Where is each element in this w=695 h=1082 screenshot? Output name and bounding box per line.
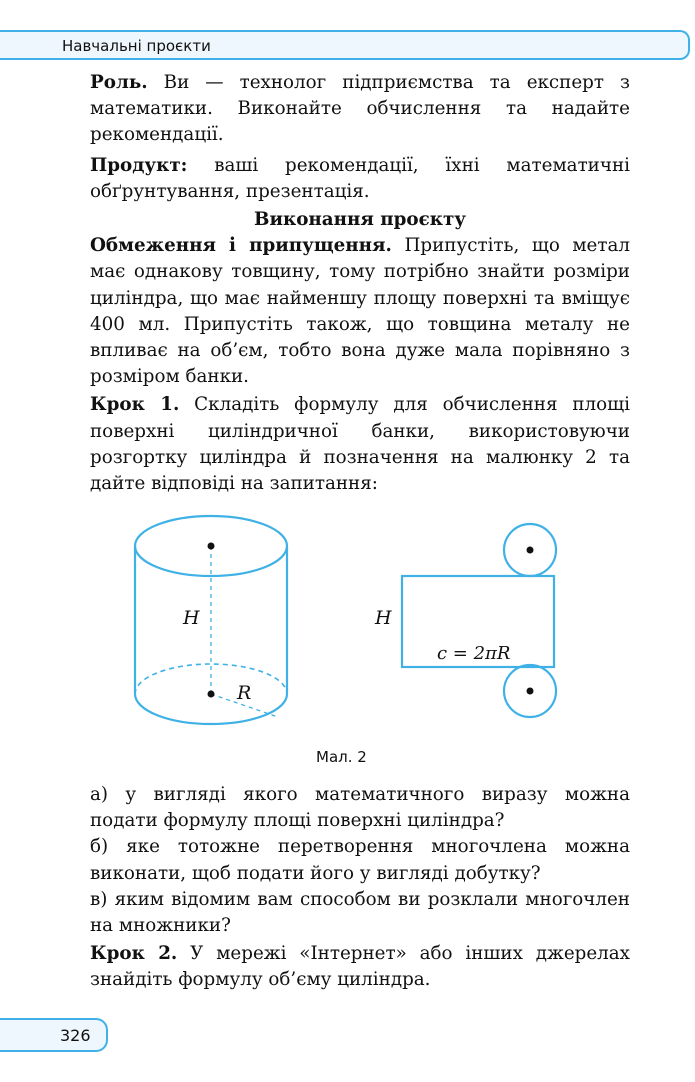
running-header-title: Навчальні проєкти bbox=[62, 37, 211, 55]
role-text: Ви — технолог підприємства та експерт з математики. Виконайте обчислення та надайте рекомендації. bbox=[90, 72, 630, 146]
questions-section bbox=[90, 782, 630, 994]
step2-paragraph bbox=[90, 941, 630, 993]
cylinder-radius-line bbox=[211, 694, 278, 717]
page-number-tab bbox=[0, 1018, 108, 1052]
product-text: ваші рекомендації, їхні математичні обґрунтування, презентація. bbox=[90, 154, 630, 202]
question-b: б) яке тотожне перетворення многочлена можна виконати, щоб подати його у вигляді добутку? bbox=[90, 836, 630, 884]
running-header bbox=[0, 30, 690, 60]
step1-text: Складіть формулу для обчислення площі поверхні циліндричної банки, використовуючи розгортку циліндра й позначення на малюнку 2 та дайте відповіді на запитання: bbox=[90, 394, 630, 495]
net-rectangle bbox=[402, 576, 554, 667]
step1-paragraph bbox=[90, 392, 630, 497]
constraints-paragraph bbox=[90, 233, 630, 390]
cylinder-radius-label: R bbox=[237, 682, 252, 704]
cylinder bbox=[135, 516, 287, 724]
net-bottom-circle bbox=[504, 665, 556, 717]
product-paragraph bbox=[90, 153, 630, 205]
net-height-label: H bbox=[375, 607, 392, 629]
cylinder-net bbox=[402, 524, 556, 717]
question-c: в) яким відомим вам способом ви розклали многочлен на множники? bbox=[90, 888, 630, 937]
step2-label: Крок 2. bbox=[90, 943, 178, 965]
cylinder-bottom-center bbox=[208, 691, 215, 698]
section-heading: Виконання проєкту bbox=[254, 209, 466, 231]
step1-label: Крок 1. bbox=[90, 394, 180, 416]
question-a: а) у вигляді якого математичного виразу можна подати формулу площі поверхні циліндра? bbox=[90, 784, 630, 832]
cylinder-bottom-back bbox=[135, 664, 287, 694]
step2-text: У мережі «Інтернет» або інших джерелах знайдіть формулу об’єму циліндра. bbox=[90, 943, 630, 991]
figure-caption: Мал. 2 bbox=[316, 748, 367, 766]
constraints-label: Обмеження і припущення. bbox=[90, 235, 392, 257]
cylinder-top-center bbox=[208, 543, 215, 550]
main-text bbox=[90, 70, 630, 497]
net-circumference-label: c = 2πR bbox=[437, 643, 511, 664]
net-top-center bbox=[527, 547, 534, 554]
cylinder-height-label: H bbox=[183, 607, 200, 629]
net-bottom-center bbox=[527, 688, 534, 695]
cylinder-bottom-front bbox=[135, 694, 287, 724]
role-paragraph bbox=[90, 70, 630, 149]
constraints-text: Припустіть, що метал має однакову товщину, тому потрібно знайти розміри циліндра, що має найменшу площу поверхні та вміщує 400 мл. Припустіть також, що товщина металу не впливає на об’єм, тобто вона дуже мала порівняно з розміром банки. bbox=[90, 235, 631, 388]
role-label: Роль. bbox=[90, 72, 148, 93]
page-number: 326 bbox=[60, 1026, 91, 1045]
net-top-circle bbox=[504, 524, 556, 576]
cylinder-top-ellipse bbox=[135, 516, 287, 576]
product-label: Продукт: bbox=[90, 154, 188, 176]
